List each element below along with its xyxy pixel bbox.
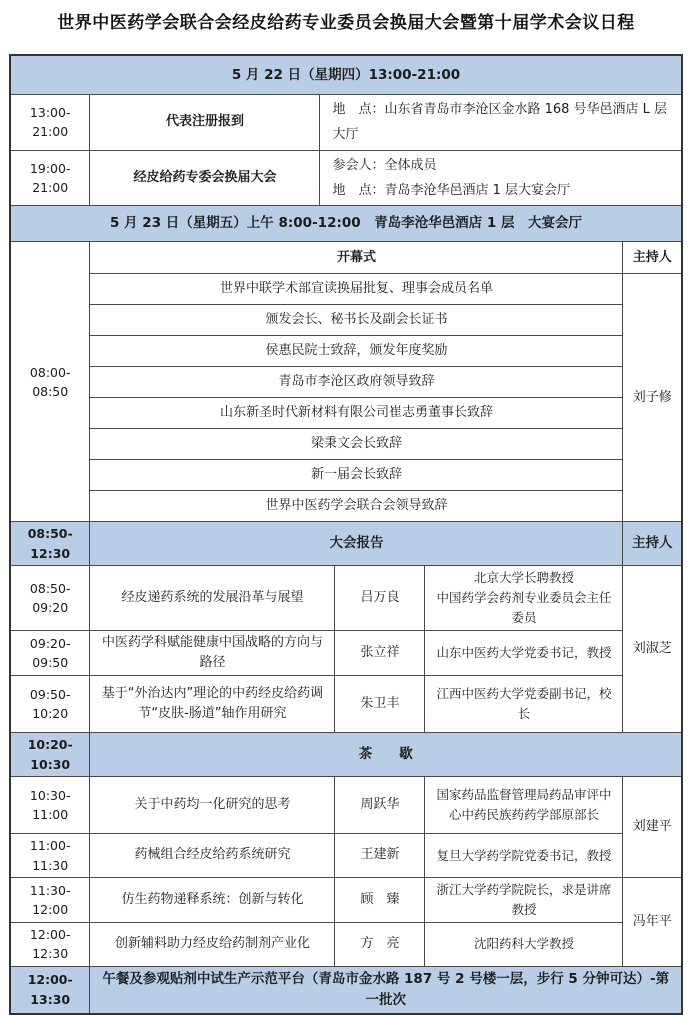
tea-break-cell: 茶 歇 [90,733,682,777]
table-row [10,336,682,367]
speaker-cell: 周跃华 [335,777,425,834]
table-row [10,429,682,460]
table-row [10,733,682,777]
topic-cell: 经皮递药系统的发展沿革与展望 [90,566,335,631]
details-cell [320,150,682,206]
affiliation-line: 北京大学长聘教授 [473,570,574,586]
reports-title-cell: 大会报告 [90,522,623,566]
speaker-cell: 方 亮 [335,922,425,966]
event-cell: 经皮给药专委会换届大会 [90,150,320,206]
schedule-table [9,54,683,1015]
table-row [10,777,682,834]
time-cell: 19:00-21:00 [10,150,90,206]
affiliation-cell: 江西中医药大学党委副书记，校长 [425,676,623,733]
table-row [10,966,682,1013]
affiliation-cell: 沈阳药科大学教授 [425,922,623,966]
time-cell: 09:50-10:20 [10,676,90,733]
table-row [10,877,682,922]
time-cell: 08:50-12:30 [10,522,90,566]
opening-title-cell: 开幕式 [90,242,623,274]
day1-header: 5 月 22 日（星期四）13:00-21:00 [10,55,682,95]
topic-cell: 关于中药均一化研究的思考 [90,777,335,834]
affiliation-line: 中国药学会药剂专业委员会主任委员 [436,590,612,626]
host-label-cell: 主持人 [623,242,682,274]
table-row [10,522,682,566]
affiliation-cell: 山东中医药大学党委书记，教授 [425,631,623,676]
speaker-cell: 朱卫丰 [335,676,425,733]
time-cell: 08:50-09:20 [10,566,90,631]
table-row [10,460,682,491]
topic-cell: 仿生药物递释系统：创新与转化 [90,877,335,922]
host-cell: 冯年平 [623,877,682,966]
affiliation-cell: 浙江大学药学院院长，求是讲席教授 [425,877,623,922]
opening-item: 青岛市李沧区政府领导致辞 [90,367,623,398]
table-row [10,95,682,151]
host-cell: 刘子修 [623,274,682,522]
table-row [10,566,682,631]
time-cell: 10:30-11:00 [10,777,90,834]
opening-item: 新一届会长致辞 [90,460,623,491]
time-cell: 13:00-21:00 [10,95,90,151]
table-row [10,834,682,878]
topic-cell: 中医药学科赋能健康中国战略的方向与路径 [90,631,335,676]
affiliation-cell: 国家药品监督管理局药品审评中心中药民族药药学部原部长 [425,777,623,834]
time-cell: 12:00-12:30 [10,922,90,966]
table-row [10,242,682,274]
table-row [10,398,682,429]
speaker-cell: 张立祥 [335,631,425,676]
day2-header: 5 月 23 日（星期五）上午 8:00-12:00 青岛李沧华邑酒店 1 层 大宴会厅 [10,206,682,242]
affiliation-cell [425,566,623,631]
time-cell: 09:20-09:50 [10,631,90,676]
speaker-cell: 王建新 [335,834,425,878]
table-row [10,367,682,398]
time-cell: 08:00-08:50 [10,242,90,522]
time-cell: 12:00-13:30 [10,966,90,1013]
lunch-cell: 午餐及参观贴剂中试生产示范平台（青岛市金水路 187 号 2 号楼一层，步行 5 分钟可达）-第一批次 [90,966,682,1013]
detail-line: 地 点：青岛李沧华邑酒店 1 层大宴会厅 [332,183,570,199]
time-cell: 11:30-12:00 [10,877,90,922]
table-row [10,274,682,305]
details-cell [320,95,682,151]
opening-item: 颁发会长、秘书长及副会长证书 [90,305,623,336]
opening-item: 世界中联学术部宣读换届批复、理事会成员名单 [90,274,623,305]
opening-item: 侯惠民院士致辞，颁发年度奖励 [90,336,623,367]
detail-line: 参会人：全体成员 [332,157,437,173]
topic-cell: 基于“外治达内”理论的中药经皮给药调节“皮肤-肠道”轴作用研究 [90,676,335,733]
speaker-cell: 吕万良 [335,566,425,631]
affiliation-cell: 复旦大学药学院党委书记，教授 [425,834,623,878]
topic-cell: 创新辅料助力经皮给药制剂产业化 [90,922,335,966]
table-row [10,676,682,733]
opening-item: 世界中医药学会联合会领导致辞 [90,491,623,522]
opening-item: 山东新圣时代新材料有限公司崔志勇董事长致辞 [90,398,623,429]
host-label-cell: 主持人 [623,522,682,566]
host-cell: 刘建平 [623,777,682,878]
time-cell: 10:20-10:30 [10,733,90,777]
table-row [10,305,682,336]
table-row [10,922,682,966]
time-cell: 11:00-11:30 [10,834,90,878]
speaker-cell: 顾 臻 [335,877,425,922]
event-cell: 代表注册报到 [90,95,320,151]
opening-item: 梁秉文会长致辞 [90,429,623,460]
host-cell: 刘淑芝 [623,566,682,733]
table-row [10,631,682,676]
topic-cell: 药械组合经皮给药系统研究 [90,834,335,878]
table-row [10,150,682,206]
table-row [10,491,682,522]
page-title: 世界中医药学会联合会经皮给药专业委员会换届大会暨第十届学术会议日程 [57,13,635,33]
detail-line: 地 点：山东省青岛市李沧区金水路 168 号华邑酒店 L 层大厅 [332,102,668,143]
